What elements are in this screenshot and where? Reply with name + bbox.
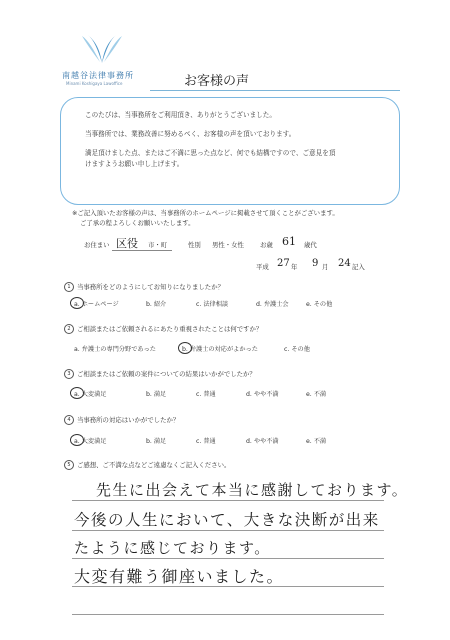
q2-option-a: a. 弁護士の専門分野であった <box>74 346 156 353</box>
question-3 <box>64 369 256 379</box>
q4-option-b: b. 満足 <box>146 438 167 445</box>
question-text: ご相談またはご依頼の案件についての結果はいかがでしたか？ <box>77 370 256 378</box>
q1-option-b: b. 紹介 <box>146 301 167 308</box>
q3-option-b: b. 満足 <box>146 391 167 398</box>
q3-option-c: c. 普通 <box>196 391 216 398</box>
question-2 <box>64 324 262 334</box>
date-day: 24 <box>338 258 351 269</box>
firm-roman-name: Minami Koshigaya Lawoffice <box>66 81 123 86</box>
question-number: 3 <box>64 369 74 379</box>
comment-rule-1 <box>72 500 384 501</box>
comment-line-3: たように感じております。 <box>74 539 271 557</box>
q1-option-a: a. ホームページ <box>74 301 119 308</box>
question-number: 2 <box>64 324 74 334</box>
q4-option-a: a. 大変満足 <box>74 438 107 445</box>
date-month-label: 月 <box>322 263 329 271</box>
greeting-paragraph-2: 当事務所では、業務改善に努めるべく、お客様の声を頂いております。 <box>85 130 296 138</box>
question-4 <box>64 415 179 425</box>
greeting-paragraph-3a: 満足頂けました点、またはご不満に思った点など、何でも結構ですので、ご意見を頂 <box>85 149 336 157</box>
question-number: 4 <box>64 415 74 425</box>
age-label: お歳 <box>260 241 273 249</box>
publication-note <box>72 208 402 228</box>
question-1 <box>64 282 224 292</box>
q1-option-e: e. その他 <box>306 301 333 308</box>
q4-option-d: d. やや不満 <box>246 438 279 445</box>
address-label: お住まい <box>84 241 110 249</box>
firm-logo-icon <box>78 32 126 66</box>
comment-line-1: 先生に出会えて本当に感謝しております。 <box>96 481 409 499</box>
address-value: 区役 <box>116 237 138 250</box>
q1-selected-circle-icon <box>70 297 84 309</box>
gender-options: 男性・女性 <box>212 241 244 249</box>
q4-option-e: e. 不満 <box>306 438 327 445</box>
greeting-paragraph-3b: けますようお願い申し上げます。 <box>85 160 184 168</box>
q4-option-c: c. 普通 <box>196 438 216 445</box>
note-line-1: ※ご記入頂いたお客様の声は、当事務所のホームページに掲載させて頂くことがございます。 <box>72 209 339 217</box>
note-line-2: ご了承の程よろしくお願いいたします。 <box>80 219 195 227</box>
greeting-paragraph-1: このたびは、当事務所をご利用頂き、ありがとうございました。 <box>85 111 276 119</box>
question-number: 5 <box>64 460 74 470</box>
question-5 <box>64 460 230 470</box>
q3-selected-circle-icon <box>70 387 84 399</box>
q2-option-c: c. その他 <box>284 346 310 353</box>
question-text: 当事務所の対応はいかがでしたか？ <box>77 416 180 424</box>
page-title: お客様の声 <box>184 74 250 89</box>
gender-label: 性別 <box>188 241 201 249</box>
date-day-label: 記入 <box>352 263 365 271</box>
question-text: 当事務所をどのようにしてお知りになりましたか？ <box>77 283 224 291</box>
comment-line-4: 大変有難う御座いました。 <box>74 567 285 586</box>
title-underline <box>150 90 400 91</box>
comment-line-2: 今後の人生において、大きな決断が出来 <box>74 511 380 529</box>
age-suffix: 歳代 <box>304 241 317 249</box>
q1-option-d: d. 弁護士会 <box>256 301 289 308</box>
date-year-label: 年 <box>291 263 298 271</box>
date-month: 9 <box>312 258 319 269</box>
q3-option-a: a. 大変満足 <box>74 391 107 398</box>
q1-option-c: c. 法律相談 <box>196 301 229 308</box>
age-value: 61 <box>282 235 296 248</box>
date-year: 27 <box>277 258 290 269</box>
q4-selected-circle-icon <box>70 434 84 446</box>
question-text: ご相談またはご依頼されるにあたり重視されたことは何ですか？ <box>77 325 263 333</box>
q2-option-b: b. 弁護士の対応がよかった <box>182 346 258 353</box>
comment-rule-3 <box>72 558 384 559</box>
q3-option-e: e. 不満 <box>306 391 327 398</box>
comment-rule-5 <box>72 614 384 615</box>
address-underline <box>112 250 172 251</box>
comment-rule-2 <box>72 530 384 531</box>
firm-name: 南越谷法律事務所 <box>62 71 134 80</box>
city-label: 市・町 <box>148 241 168 249</box>
q2-selected-circle-icon <box>178 342 192 354</box>
question-text: ご感想、ご不満な点などご遠慮なくご記入ください。 <box>77 461 231 469</box>
date-era: 平成 <box>256 263 269 271</box>
question-number: 1 <box>64 282 74 292</box>
q3-option-d: d. やや不満 <box>246 391 279 398</box>
greeting-box <box>60 97 400 205</box>
